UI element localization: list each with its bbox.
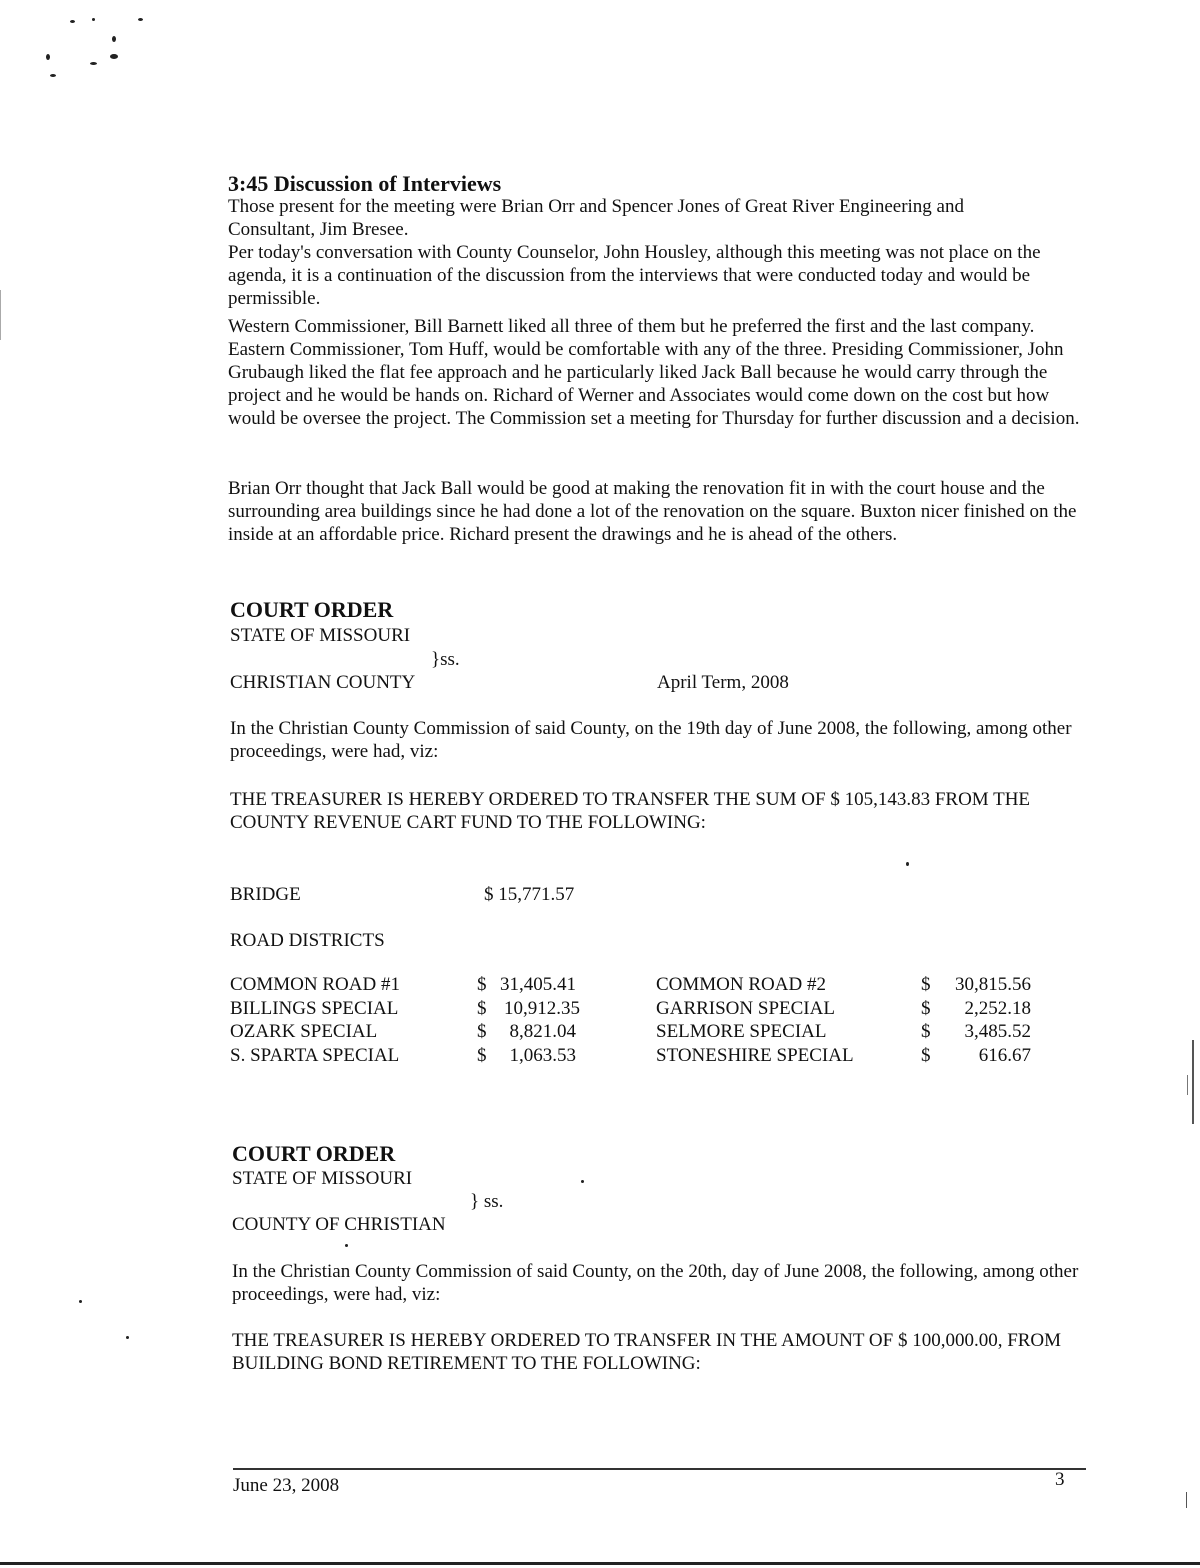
- court-order-heading: COURT ORDER: [232, 1141, 396, 1166]
- order-intro: In the Christian County Commission of said County, on the 19th day of June 2008, the following, among other proceedings, were had, viz:: [230, 718, 1072, 762]
- county-label: CHRISTIAN COUNTY: [230, 672, 416, 693]
- district-amount: 3,485.52: [964, 1021, 1031, 1042]
- discussion-paragraph: Those present for the meeting were Brian Orr and Spencer Jones of Great River Engineering and Consultant, Jim Bresee.: [228, 196, 964, 240]
- scan-artifact: [126, 1336, 129, 1339]
- currency-symbol: $: [921, 1045, 931, 1066]
- road-districts-label: ROAD DISTRICTS: [230, 930, 385, 951]
- order-text: THE TREASURER IS HEREBY ORDERED TO TRANSFER IN THE AMOUNT OF $ 100,000.00, FROM BUILDING BOND RETIREMENT TO THE FOLLOWING:: [232, 1330, 1062, 1374]
- scan-artifact: [79, 1300, 82, 1303]
- scan-artifact: [110, 54, 118, 59]
- district-name: STONESHIRE SPECIAL: [656, 1045, 854, 1066]
- scan-artifact: [581, 1180, 584, 1183]
- scan-artifact: [1186, 1492, 1187, 1508]
- currency-symbol: $: [921, 1021, 931, 1042]
- scan-artifact: [46, 54, 50, 60]
- state-label: STATE OF MISSOURI: [230, 625, 411, 646]
- court-order-heading: COURT ORDER: [230, 597, 394, 622]
- currency-symbol: $: [477, 974, 487, 995]
- district-amount: 2,252.18: [964, 998, 1031, 1019]
- scan-artifact: [0, 290, 1, 340]
- district-amount: 1,063.53: [509, 1045, 576, 1066]
- order-intro: In the Christian County Commission of said County, on the 20th, day of June 2008, the following, among other proceedings, were had, viz:: [232, 1261, 1079, 1305]
- district-amount: 31,405.41: [500, 974, 576, 995]
- scan-artifact: [50, 74, 56, 77]
- district-amount: 10,912.35: [504, 998, 580, 1019]
- table-row: [0, 1020, 1200, 1043]
- bridge-amount: $ 15,771.57: [484, 884, 575, 905]
- ss-mark: } ss.: [470, 1191, 504, 1212]
- scan-artifact: [138, 18, 143, 21]
- district-name: COMMON ROAD #1: [230, 974, 400, 995]
- county-label: COUNTY OF CHRISTIAN: [232, 1214, 446, 1235]
- scan-artifact: [1187, 1075, 1188, 1095]
- bridge-label: BRIDGE: [230, 884, 301, 905]
- discussion-heading: 3:45 Discussion of Interviews: [228, 171, 502, 196]
- district-amount: 8,821.04: [509, 1021, 576, 1042]
- currency-symbol: $: [477, 1045, 487, 1066]
- district-name: GARRISON SPECIAL: [656, 998, 835, 1019]
- page-number: 3: [1055, 1469, 1065, 1490]
- district-amount: 30,815.56: [955, 974, 1031, 995]
- district-name: SELMORE SPECIAL: [656, 1021, 827, 1042]
- scan-artifact: [112, 36, 116, 42]
- district-name: COMMON ROAD #2: [656, 974, 826, 995]
- order-text: THE TREASURER IS HEREBY ORDERED TO TRANSFER THE SUM OF $ 105,143.83 FROM THE COUNTY REVENUE CART FUND TO THE FOLLOWING:: [230, 789, 1031, 833]
- currency-symbol: $: [921, 998, 931, 1019]
- discussion-paragraph: Brian Orr thought that Jack Ball would be good at making the renovation fit in with the court house and the surrounding area buildings since he had done a lot of the renovation on the square. Buxton nicer finished on the inside at an affordable price. Richard present the drawings and he is ahead of the others.: [228, 478, 1077, 545]
- currency-symbol: $: [477, 998, 487, 1019]
- ss-mark: }ss.: [431, 649, 460, 670]
- footer-date: June 23, 2008: [233, 1475, 340, 1496]
- district-amount: 616.67: [978, 1045, 1031, 1066]
- scan-artifact: [906, 862, 909, 866]
- district-name: BILLINGS SPECIAL: [230, 998, 399, 1019]
- table-row: [0, 1044, 1200, 1067]
- scan-artifact: [92, 18, 95, 21]
- scan-edge: [0, 1562, 1200, 1565]
- discussion-paragraph: Western Commissioner, Bill Barnett liked all three of them but he preferred the first and the last company. Eastern Commissioner, Tom Huff, would be comfortable with any of the three. Presiding Commissioner, John Grubaugh liked the flat fee approach and he particularly liked Jack Ball because he would carry through the project and he would be hands on. Richard of Werner and Associates would come down on the cost but how would be oversee the project. The Commission set a meeting for Thursday for further discussion and a decision.: [228, 316, 1080, 429]
- district-name: S. SPARTA SPECIAL: [230, 1045, 400, 1066]
- currency-symbol: $: [921, 974, 931, 995]
- currency-symbol: $: [477, 1021, 487, 1042]
- table-row: [0, 997, 1200, 1020]
- state-label: STATE OF MISSOURI: [232, 1168, 413, 1189]
- table-row: [0, 973, 1200, 996]
- discussion-paragraph: Per today's conversation with County Counselor, John Housley, although this meeting was not place on the agenda, it is a continuation of the discussion from the interviews that were conducted today and would be permissible.: [228, 242, 1041, 309]
- district-name: OZARK SPECIAL: [230, 1021, 378, 1042]
- term-label: April Term, 2008: [657, 672, 789, 693]
- footer-rule-line: [233, 1468, 1086, 1470]
- scan-artifact: [345, 1244, 348, 1247]
- scan-artifact: [70, 20, 75, 23]
- scan-artifact: [90, 62, 97, 65]
